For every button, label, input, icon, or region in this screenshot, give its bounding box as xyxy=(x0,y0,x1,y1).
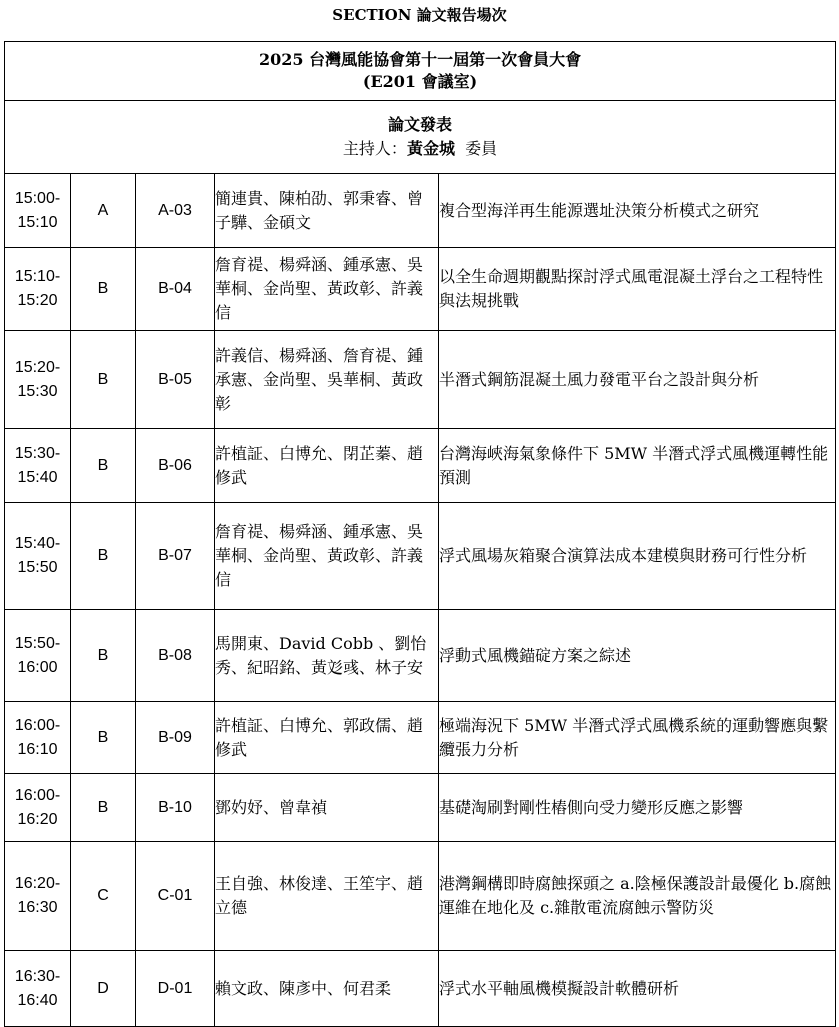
paper-code-cell: B-06 xyxy=(136,429,215,503)
time-cell xyxy=(5,174,71,248)
session-header-row xyxy=(5,101,836,174)
session-cell: B xyxy=(71,429,136,503)
start-time: 15:00- xyxy=(14,189,61,207)
paper-code-cell: C-01 xyxy=(136,842,215,951)
end-time: 16:00 xyxy=(17,658,58,676)
session-cell: C xyxy=(71,842,136,951)
paper-title-cell: 浮式風場灰箱聚合演算法成本建模與財務可行性分析 xyxy=(439,503,836,610)
paper-code-cell: B-08 xyxy=(136,610,215,702)
start-time: 15:50- xyxy=(14,634,61,652)
authors-cell: 馬開東、David Cobb 、劉怡秀、紀昭銘、黃彣彧、林子安 xyxy=(215,610,439,702)
end-time: 15:40 xyxy=(17,468,58,486)
authors-cell: 許義信、楊舜涵、詹育禔、鍾承憲、金尚聖、吳華桐、黃政彰 xyxy=(215,331,439,429)
start-time: 15:40- xyxy=(14,535,61,552)
paper-title-cell: 極端海況下 5MW 半潛式浮式風機系統的運動響應與繫纜張力分析 xyxy=(439,702,836,774)
table-row xyxy=(5,174,836,248)
start-time: 16:00- xyxy=(14,786,61,804)
paper-title-cell: 浮動式風機錨碇方案之綜述 xyxy=(439,610,836,702)
table-row xyxy=(5,842,836,951)
paper-code-cell: B-07 xyxy=(136,503,215,610)
end-time: 16:10 xyxy=(17,740,58,758)
end-time: 16:40 xyxy=(17,991,58,1009)
end-time: 16:20 xyxy=(17,810,58,828)
start-time: 15:10- xyxy=(14,268,61,285)
session-cell: B xyxy=(71,702,136,774)
conference-header-cell xyxy=(5,42,836,101)
authors-cell: 賴文政、陳彥中、何君柔 xyxy=(215,951,439,1027)
authors-cell: 許植証、白博允、郭政儒、趙修武 xyxy=(215,702,439,774)
start-time: 15:30- xyxy=(14,444,61,462)
conference-name: 2025 台灣風能協會第十一屆第一次會員大會 xyxy=(258,50,582,69)
paper-code-cell: B-05 xyxy=(136,331,215,429)
start-time: 16:30- xyxy=(14,967,61,985)
host-line xyxy=(5,137,835,161)
session-cell: B xyxy=(71,331,136,429)
host-name: 黃金城 xyxy=(406,139,455,158)
section-title: SECTION 論文報告場次 xyxy=(332,6,507,24)
paper-title-cell: 基礎淘刷對剛性樁側向受力變形反應之影響 xyxy=(439,774,836,842)
session-cell: B xyxy=(71,774,136,842)
table-row xyxy=(5,774,836,842)
paper-title-cell: 複合型海洋再生能源選址決策分析模式之研究 xyxy=(439,174,836,248)
end-time: 16:30 xyxy=(17,899,58,916)
session-cell: B xyxy=(71,610,136,702)
authors-cell: 王自強、林俊達、王笙宇、趙立德 xyxy=(215,842,439,951)
paper-title-cell: 台灣海峽海氣象條件下 5MW 半潛式浮式風機運轉性能預測 xyxy=(439,429,836,503)
start-time: 15:20- xyxy=(14,358,61,376)
start-time: 16:00- xyxy=(14,716,61,734)
paper-title-cell: 半潛式鋼筋混凝土風力發電平台之設計與分析 xyxy=(439,331,836,429)
start-time: 16:20- xyxy=(14,875,61,892)
schedule-table xyxy=(4,41,836,1027)
paper-code-cell: B-09 xyxy=(136,702,215,774)
room-name: (E201 會議室) xyxy=(362,72,478,91)
time-cell xyxy=(5,842,71,951)
end-time: 15:10 xyxy=(17,213,58,231)
session-header-cell xyxy=(5,101,836,174)
paper-code-cell: B-04 xyxy=(136,248,215,331)
host-label: 主持人： xyxy=(342,139,407,158)
authors-cell: 詹育禔、楊舜涵、鍾承憲、吳華桐、金尚聖、黃政彰、許義信 xyxy=(215,503,439,610)
table-row xyxy=(5,331,836,429)
paper-title-cell: 浮式水平軸風機模擬設計軟體研析 xyxy=(439,951,836,1027)
authors-cell: 詹育禔、楊舜涵、鍾承憲、吳華桐、金尚聖、黃政彰、許義信 xyxy=(215,248,439,331)
time-cell xyxy=(5,702,71,774)
host-role: 委員 xyxy=(465,139,498,158)
conference-header-row xyxy=(5,42,836,101)
paper-title-cell: 港灣鋼構即時腐蝕探頭之 a.陰極保護設計最優化 b.腐蝕運維在地化及 c.雜散電流腐蝕示警防災 xyxy=(439,842,836,951)
session-cell: D xyxy=(71,951,136,1027)
authors-cell: 簡連貴、陳柏劭、郭秉睿、曾子驊、金碩文 xyxy=(215,174,439,248)
paper-code-cell: A-03 xyxy=(136,174,215,248)
authors-cell: 許植証、白博允、閉芷蓁、趙修武 xyxy=(215,429,439,503)
end-time: 15:30 xyxy=(17,382,58,400)
paper-code-cell: B-10 xyxy=(136,774,215,842)
session-cell: A xyxy=(71,174,136,248)
end-time: 15:50 xyxy=(17,559,58,576)
table-row xyxy=(5,503,836,610)
session-cell: B xyxy=(71,248,136,331)
time-cell xyxy=(5,503,71,610)
time-cell xyxy=(5,951,71,1027)
time-cell xyxy=(5,610,71,702)
time-cell xyxy=(5,331,71,429)
end-time: 15:20 xyxy=(17,292,58,309)
paper-title-cell: 以全生命週期觀點探討浮式風電混凝土浮台之工程特性與法規挑戰 xyxy=(439,248,836,331)
paper-code-cell: D-01 xyxy=(136,951,215,1027)
session-type: 論文發表 xyxy=(388,115,453,134)
session-cell: B xyxy=(71,503,136,610)
authors-cell: 鄧妁妤、曾韋禎 xyxy=(215,774,439,842)
table-row xyxy=(5,248,836,331)
table-row xyxy=(5,429,836,503)
table-row xyxy=(5,610,836,702)
table-row xyxy=(5,951,836,1027)
time-cell xyxy=(5,429,71,503)
time-cell xyxy=(5,248,71,331)
time-cell xyxy=(5,774,71,842)
table-row xyxy=(5,702,836,774)
